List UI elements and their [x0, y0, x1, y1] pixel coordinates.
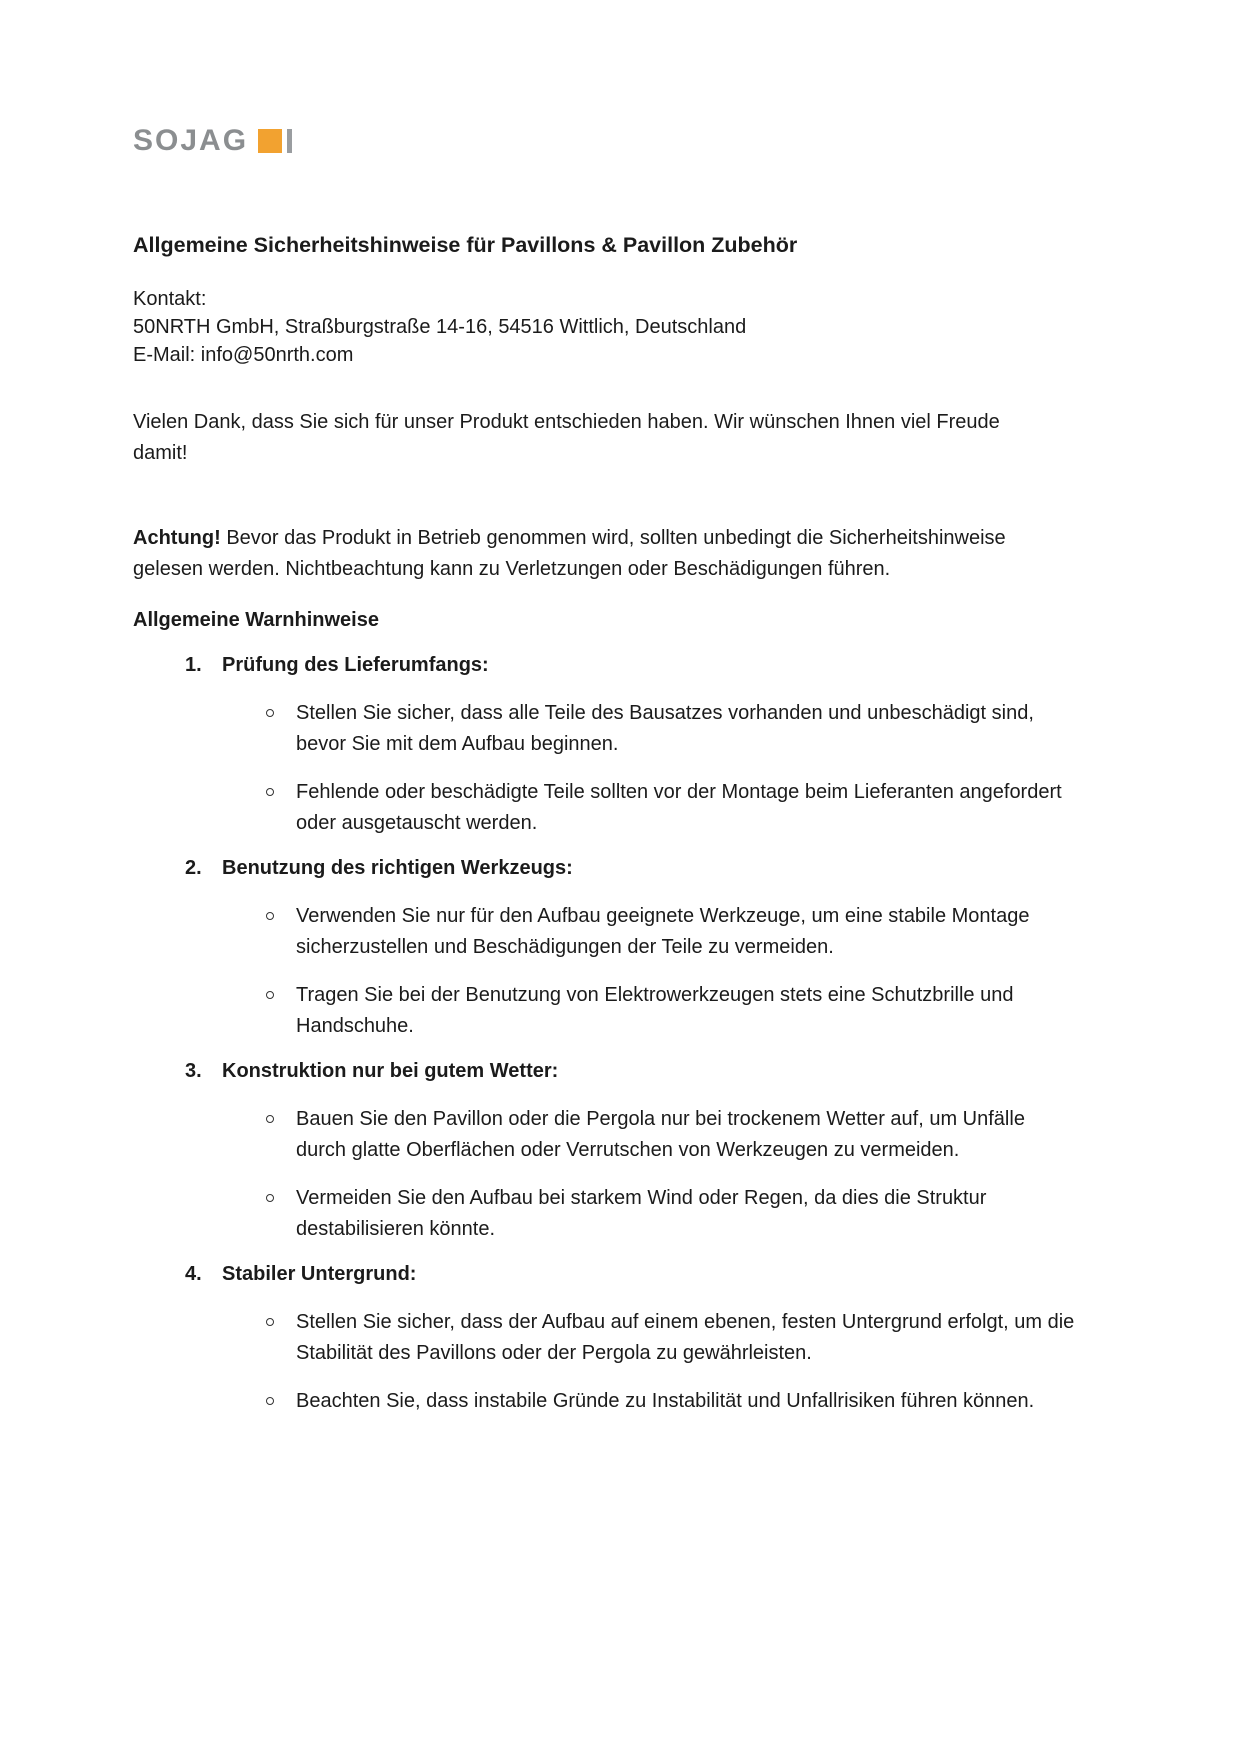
bullet-text: Fehlende oder beschädigte Teile sollten vor der Montage beim Lieferanten angefordert oder ausgetauscht werden. — [296, 781, 1062, 834]
bullet-item — [133, 777, 1107, 839]
item-number: 2. — [185, 857, 202, 879]
document-title: Allgemeine Sicherheitshinweise für Pavillons & Pavillon Zubehör — [133, 233, 798, 257]
bullet-item — [133, 1307, 1107, 1369]
bullet-text: Stellen Sie sicher, dass alle Teile des Bausatzes vorhanden und unbeschädigt sind, bevor Sie mit dem Aufbau beginnen. — [296, 702, 1034, 755]
item-number: 3. — [185, 1060, 202, 1082]
bullet-text: Bauen Sie den Pavillon oder die Pergola nur bei trockenem Wetter auf, um Unfälle durch glatte Oberflächen oder Verrutschen von Werkzeugen zu vermeiden. — [296, 1108, 1025, 1161]
contact-section — [133, 285, 1107, 369]
bullet-circle-icon — [266, 777, 296, 839]
item-heading: Benutzung des richtigen Werkzeugs: — [222, 857, 573, 879]
list-item-3-heading-row — [133, 1056, 1107, 1087]
bullet-circle-icon — [266, 1386, 296, 1417]
item-number: 1. — [185, 654, 202, 676]
bullet-text: Beachten Sie, dass instabile Gründe zu Instabilität und Unfallrisiken führen können. — [296, 1390, 1035, 1412]
contact-label: Kontakt: — [133, 288, 207, 310]
warning-paragraph — [133, 523, 1035, 585]
intro-paragraph: Vielen Dank, dass Sie sich für unser Produkt entschieden haben. Wir wünschen Ihnen viel Freude damit! — [133, 411, 1000, 464]
bullet-circle-icon — [266, 1104, 296, 1166]
bullet-item — [133, 698, 1107, 760]
logo-accent-square-icon — [258, 129, 282, 153]
bullet-circle-icon — [266, 980, 296, 1042]
bullet-text: Stellen Sie sicher, dass der Aufbau auf einem ebenen, festen Untergrund erfolgt, um die Stabilität des Pavillons oder der Pergola zu gewährleisten. — [296, 1311, 1075, 1364]
list-item-4 — [133, 1259, 1107, 1417]
bullet-item — [133, 980, 1107, 1042]
list-item-1-heading-row — [133, 650, 1107, 681]
list-item-1 — [133, 650, 1107, 839]
section-heading-warnhinweise: Allgemeine Warnhinweise — [133, 609, 379, 631]
bullet-circle-icon — [266, 698, 296, 760]
item-heading: Konstruktion nur bei gutem Wetter: — [222, 1060, 559, 1082]
list-item-3 — [133, 1056, 1107, 1245]
list-item-2-heading-row — [133, 853, 1107, 884]
list-item-2 — [133, 853, 1107, 1042]
bullet-text: Tragen Sie bei der Benutzung von Elektrowerkzeugen stets eine Schutzbrille und Handschuhe. — [296, 984, 1014, 1037]
bullet-circle-icon — [266, 1183, 296, 1245]
bullet-item — [133, 1386, 1107, 1417]
bullet-circle-icon — [266, 1307, 296, 1369]
item-heading: Prüfung des Lieferumfangs: — [222, 654, 489, 676]
numbered-list — [133, 650, 1107, 1417]
item-heading: Stabiler Untergrund: — [222, 1263, 417, 1285]
list-item-4-heading-row — [133, 1259, 1107, 1290]
warning-label: Achtung! — [133, 527, 221, 549]
contact-email-line: E-Mail: info@50nrth.com — [133, 344, 354, 366]
bullet-text: Vermeiden Sie den Aufbau bei starkem Wind oder Regen, da dies die Struktur destabilisieren könnte. — [296, 1187, 987, 1240]
item-number: 4. — [185, 1263, 202, 1285]
bullet-item — [133, 1104, 1107, 1166]
logo-accent-bar-icon — [287, 129, 292, 153]
warning-text: Bevor das Produkt in Betrieb genommen wird, sollten unbedingt die Sicherheitshinweise gelesen werden. Nichtbeachtung kann zu Verletzungen oder Beschädigungen führen. — [133, 527, 1006, 580]
logo-wordmark: SOJAG — [133, 124, 249, 157]
bullet-circle-icon — [266, 901, 296, 963]
sojag-logo — [133, 124, 1107, 157]
bullet-text: Verwenden Sie nur für den Aufbau geeignete Werkzeuge, um eine stabile Montage sicherzustellen und Beschädigungen der Teile zu vermeiden. — [296, 905, 1030, 958]
bullet-item — [133, 1183, 1107, 1245]
contact-address-line: 50NRTH GmbH, Straßburgstraße 14-16, 54516 Wittlich, Deutschland — [133, 316, 747, 338]
bullet-item — [133, 901, 1107, 963]
